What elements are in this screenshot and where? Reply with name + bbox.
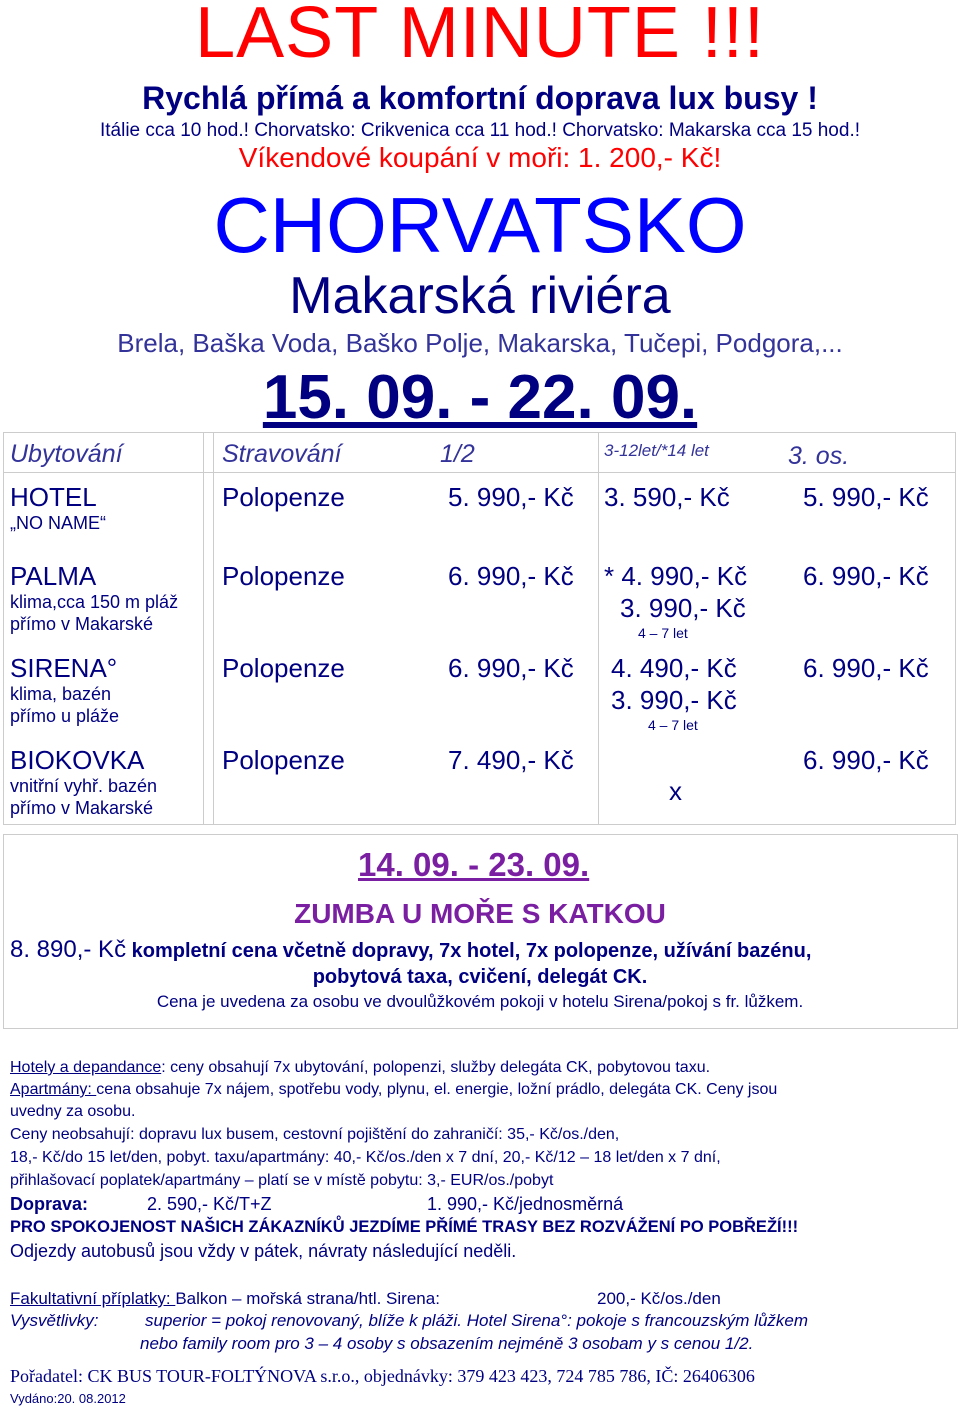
hotel-sub: klima,cca 150 m pláž (10, 592, 179, 612)
expl-text-1: superior = pokoj renovovaný, blíže k pláži. Hotel Sirena°: pokoje s francouzským lůžkem (145, 1311, 809, 1330)
info-expl-2: nebo family room pro 3 – 4 osoby s obsazením nejméně 3 osobam y s cenou 1/2. (140, 1334, 754, 1353)
hotel-sub: přímo u pláže (10, 706, 120, 726)
price-child: * 4. 990,- Kč (604, 561, 748, 591)
hotel-sub: přímo v Makarské (10, 614, 154, 634)
travel-times: Itálie cca 10 hod.! Chorvatsko: Crikvenica cca 11 hod.! Chorvatsko: Makarska cca 15 hod.! (99, 120, 861, 141)
zumba-line1 (10, 936, 811, 964)
header-half: 1/2 (440, 440, 475, 468)
region-title: Makarská riviéra (289, 267, 671, 325)
info-satisfaction: PRO SPOKOJENOST NAŠICH ZÁKAZNÍKŮ JEZDÍME PŘÍMÉ TRASY BEZ ROZVÁŽENÍ PO POBŘEŽÍ!!! (10, 1218, 799, 1236)
price-third: 5. 990,- Kč (803, 482, 929, 512)
transport-headline: Rychlá přímá a komfortní doprava lux busy ! (142, 80, 818, 116)
zumba-dates: 14. 09. - 23. 09. (358, 846, 590, 883)
issued-date: Vydáno:20. 08.2012 (10, 1391, 126, 1406)
organizer-footer: Pořadatel: CK BUS TOUR-FOLTÝNOVA s.r.o., objednávky: 379 423 423, 724 785 786, IČ: 26406306 (10, 1366, 755, 1386)
zumba-line2: pobytová taxa, cvičení, delegát CK. (312, 966, 648, 988)
child-age-note: 4 – 7 let (638, 625, 688, 641)
price-third: 6. 990,- Kč (803, 653, 929, 683)
price-half: 7. 490,- Kč (448, 745, 574, 775)
optional-price: 200,- Kč/os./den (597, 1289, 721, 1308)
price-half: 5. 990,- Kč (448, 482, 574, 512)
price-child: 3. 590,- Kč (604, 482, 730, 512)
price-child: 4. 490,- Kč (611, 653, 737, 683)
info-departures: Odjezdy autobusů jsou vždy v pátek, návraty následující neděli. (10, 1241, 517, 1261)
hotel-name: HOTEL (10, 482, 97, 512)
places-list: Brela, Baška Voda, Baško Polje, Makarska, Tučepi, Podgora,... (117, 328, 843, 358)
board-type: Polopenze (222, 745, 345, 775)
price-half: 6. 990,- Kč (448, 561, 574, 591)
price-child-2: 3. 990,- Kč (611, 685, 737, 715)
hotel-sub: vnitřní vyhř. bazén (10, 776, 158, 796)
info-doprava (10, 1193, 955, 1215)
trip-dates: 15. 09. - 22. 09. (262, 363, 698, 432)
doprava-one: 1. 990,- Kč/jednosměrná (427, 1194, 624, 1214)
last-minute-title: LAST MINUTE !!! (195, 0, 765, 73)
child-age-note: 4 – 7 let (648, 717, 698, 733)
price-child: x (669, 776, 682, 806)
zumba-price: 8. 890,- Kč (10, 936, 127, 963)
table-divider (598, 432, 599, 825)
expl-label: Vysvětlivky: (10, 1311, 99, 1330)
price-third: 6. 990,- Kč (803, 745, 929, 775)
table-divider (3, 472, 956, 473)
hotels-text: : ceny obsahují 7x ubytování, polopenzi, služby delegáta CK, pobytovou taxu. (161, 1059, 711, 1076)
header-third: 3. os. (788, 442, 850, 470)
country-title: CHORVATSKO (213, 181, 747, 269)
doprava-label: Doprava: (10, 1194, 89, 1214)
hotel-name: SIRENA° (10, 653, 118, 683)
hotel-name: BIOKOVKA (10, 745, 145, 775)
info-excl-3: přihlašovací poplatek/apartmány – platí se v místě pobytu: 3,- EUR/os./pobyt (10, 1172, 554, 1189)
price-child-2: 3. 990,- Kč (620, 593, 746, 623)
zumba-line3: Cena je uvedena za osobu ve dvoulůžkovém pokoji v hotelu Sirena/pokoj s fr. lůžkem. (156, 992, 804, 1011)
optional-text: Balkon – mořská strana/htl. Sirena: (175, 1289, 440, 1308)
hotels-label: Hotely a depandance (10, 1059, 162, 1076)
table-divider (213, 432, 214, 825)
apts-text: cena obsahuje 7x nájem, spotřebu vody, plynu, el. energie, ložní prádlo, delegáta CK. Ceny jsou (96, 1081, 778, 1098)
info-apts (10, 1079, 955, 1101)
hotel-name: PALMA (10, 561, 97, 591)
apts-label: Apartmány: (10, 1081, 97, 1098)
header-ubytovani: Ubytování (10, 440, 123, 468)
weekend-offer: Víkendové koupání v moři: 1. 200,- Kč! (238, 142, 722, 173)
price-half: 6. 990,- Kč (448, 653, 574, 683)
info-excl-2: 18,- Kč/do 15 let/den, pobyt. taxu/apartmány: 40,- Kč/os./den x 7 dní, 20,- Kč/12 – 18 let/den x 7 dní, (10, 1149, 721, 1166)
price-third: 6. 990,- Kč (803, 561, 929, 591)
header-child: 3-12let/*14 let (604, 441, 709, 460)
info-hotels (10, 1057, 955, 1079)
optional-label: Fakultativní příplatky: (10, 1289, 176, 1308)
info-excl-1: Ceny neobsahují: dopravu lux busem, cestovní pojištění do zahraničí: 35,- Kč/os./den, (10, 1126, 620, 1143)
doprava-tz: 2. 590,- Kč/T+Z (147, 1194, 272, 1214)
board-type: Polopenze (222, 653, 345, 683)
board-type: Polopenze (222, 482, 345, 512)
zumba-title: ZUMBA U MOŘE S KATKOU (294, 898, 666, 929)
hotel-sub: přímo v Makarské (10, 798, 154, 818)
info-apts-2: uvedny za osobu. (10, 1103, 136, 1120)
header-stravovani: Stravování (222, 440, 342, 468)
hotel-sub: „NO NAME“ (10, 513, 106, 533)
info-expl (10, 1310, 955, 1332)
table-divider (203, 432, 204, 825)
hotel-sub: klima, bazén (10, 684, 112, 704)
info-optional (10, 1288, 955, 1310)
zumba-includes: kompletní cena včetně dopravy, 7x hotel, 7x polopenze, užívání bazénu, (126, 940, 812, 962)
board-type: Polopenze (222, 561, 345, 591)
